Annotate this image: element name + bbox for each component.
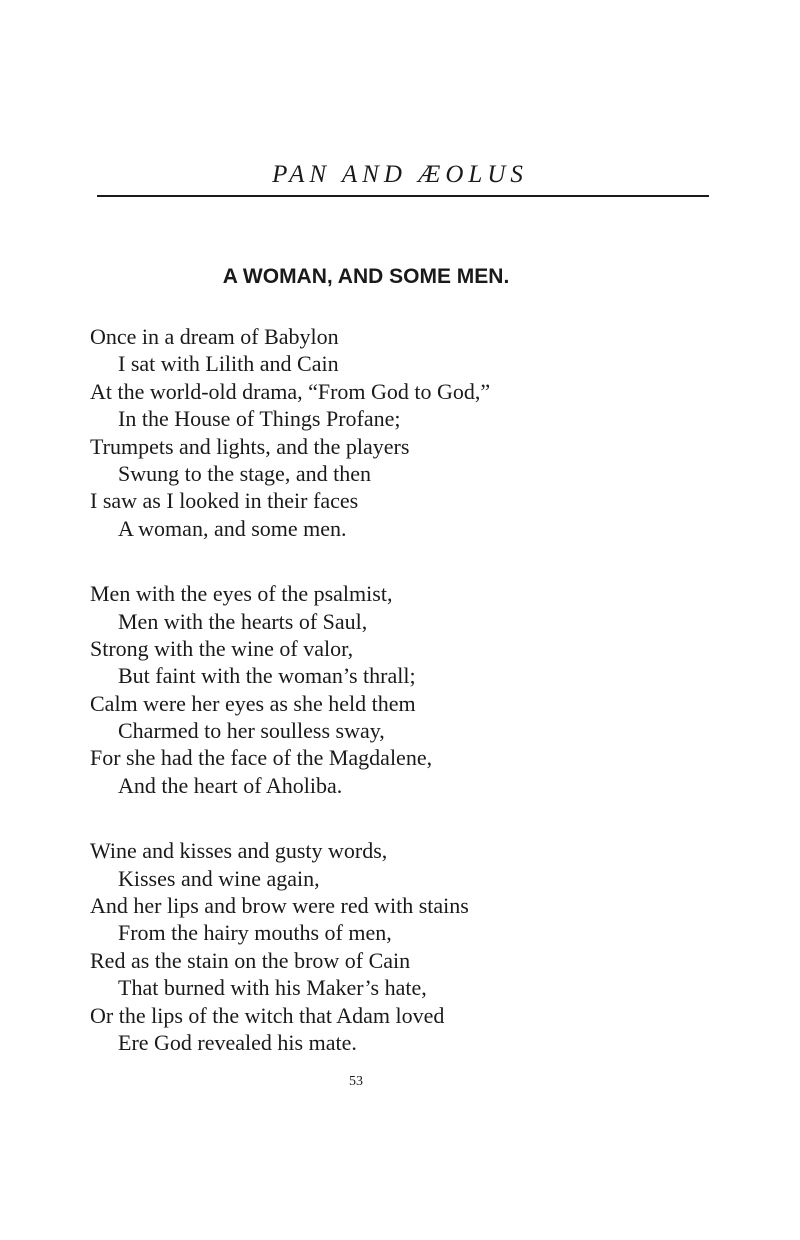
poem-line: Ere God revealed his mate. <box>118 1029 357 1055</box>
poem-line: For she had the face of the Magdalene, <box>90 745 433 771</box>
stanza-1 <box>90 323 770 542</box>
poem-title: A WOMAN, AND SOME MEN. <box>222 265 510 288</box>
poem-line: A woman, and some men. <box>118 515 347 541</box>
poem-line: And her lips and brow were red with stains <box>90 893 469 919</box>
stanza-3 <box>90 837 770 1056</box>
poem-line: Red as the stain on the brow of Cain <box>90 947 411 973</box>
poem-line: Once in a dream of Babylon <box>90 324 339 349</box>
poem-line: Charmed to her soulless sway, <box>118 718 385 744</box>
page-number: 53 <box>349 1074 363 1089</box>
poem-line: Trumpets and lights, and the players <box>90 433 410 459</box>
stanza-2 <box>90 580 770 799</box>
poem-line: And the heart of Aholiba. <box>118 772 343 798</box>
poem-line: Strong with the wine of valor, <box>90 635 354 661</box>
poem-line: That burned with his Maker’s hate, <box>118 975 427 1001</box>
poem-line: Kisses and wine again, <box>118 865 320 891</box>
poem-line: In the House of Things Profane; <box>118 406 401 432</box>
poem-line: I sat with Lilith and Cain <box>118 351 339 377</box>
poem-line: But faint with the woman’s thrall; <box>118 663 416 689</box>
poem-line: I saw as I looked in their faces <box>90 488 359 514</box>
poem-line: Men with the eyes of the psalmist, <box>90 581 393 607</box>
poem-line: Calm were her eyes as she held them <box>90 690 416 716</box>
poem-line: Or the lips of the witch that Adam loved <box>90 1002 445 1028</box>
poem-line: Swung to the stage, and then <box>118 460 371 486</box>
poem-line: At the world-old drama, “From God to God,” <box>90 378 491 404</box>
poem-body <box>90 323 770 1094</box>
running-head: PAN AND ÆOLUS <box>272 161 528 188</box>
poem-line: Wine and kisses and gusty words, <box>90 838 388 864</box>
poem-line: Men with the hearts of Saul, <box>118 608 368 634</box>
header-rule <box>97 195 709 197</box>
poem-line: From the hairy mouths of men, <box>118 920 392 946</box>
